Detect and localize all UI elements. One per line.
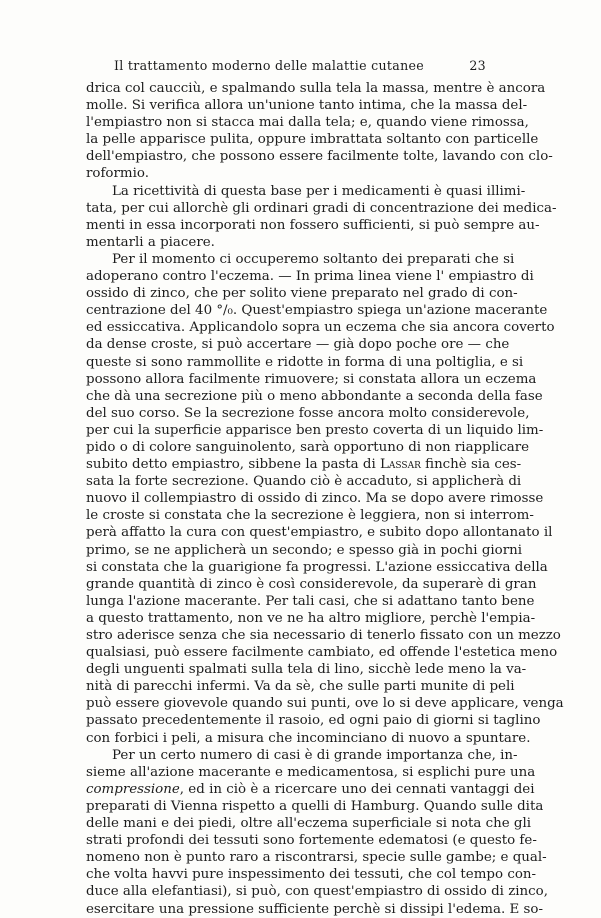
text-line: nomeno non è punto raro a riscontrarsi, specie sulle gambe; e qual- <box>86 850 547 866</box>
text-line: dell'empiastro, che possono essere facilmente tolte, lavando con clo- <box>86 149 553 165</box>
text-line: roformio. <box>86 166 149 182</box>
running-title: Il trattamento moderno delle malattie cutanee <box>114 58 424 73</box>
text-line: queste si sono rammollite e ridotte in forma di una poltiglia, e si <box>86 354 524 370</box>
text-line: sieme all'azione macerante e medicamentosa, si esplichi pure una <box>86 764 536 780</box>
text-line: drica col caucciù, e spalmando sulla tela la massa, mentre è ancora <box>86 81 546 96</box>
text-line: lunga l'azione macerante. Per tali casi, che si adattano tanto bene <box>86 593 535 609</box>
text-line: sata la forte secrezione. Quando ciò è accaduto, si applicherà di <box>86 474 522 490</box>
text-line: degli unguenti spalmati sulla tela di lino, sicchè lede meno la va- <box>86 662 527 678</box>
small-caps-name: Lassar <box>380 457 421 473</box>
text-line: esercitare una pressione sufficiente perchè si dissipi l'edema. E so- <box>86 901 543 917</box>
text-line: può essere giovevole quando sui punti, ove lo si deve applicare, venga <box>86 696 564 712</box>
text-line: adoperano contro l'eczema. — In prima linea viene l' empiastro di <box>86 269 534 285</box>
text-line: Per un certo numero di casi è di grande importanza che, in- <box>112 747 518 763</box>
text-line: pido o di colore sanguinolento, sarà opportuno di non riapplicare <box>86 439 530 455</box>
running-head <box>86 58 486 76</box>
text-line: le croste si constata che la secrezione è leggiera, non si interrom- <box>86 508 534 524</box>
text-line: nuovo il collempiastro di ossido di zinco. Ma se dopo avere rimosse <box>86 491 544 507</box>
text-line: ed essiccativa. Applicandolo sopra un eczema che sia ancora coverto <box>86 320 555 336</box>
text-line: qualsiasi, può essere facilmente cambiato, ed offende l'estetica meno <box>86 645 558 661</box>
text-line: duce alla elefantiasi), si può, con quest'empiastro di ossido di zinco, <box>86 884 548 900</box>
text-line: primo, se ne applicherà un secondo; e spesso già in pochi giorni <box>86 542 523 558</box>
text-line: delle mani e dei piedi, oltre all'eczema superficiale si nota che gli <box>86 816 532 832</box>
text-line: che dà una secrezione più o meno abbondante a seconda della fase <box>86 388 543 404</box>
text-line: nità di parecchi infermi. Va da sè, che sulle parti munite di peli <box>86 679 515 695</box>
text-line: l'empiastro non si stacca mai dalla tela; e, quando viene rimossa, <box>86 115 529 131</box>
text-line: del suo corso. Se la secrezione fosse ancora molto considerevole, <box>86 405 530 421</box>
text-line: centrazione del 40 °/₀. Quest'empiastro spiega un'azione macerante <box>86 303 548 319</box>
text-line: Per il momento ci occuperemo soltanto dei preparati che si <box>112 251 515 267</box>
text-line: che volta havvi pure inspessimento dei tessuti, che col tempo con- <box>86 867 537 883</box>
text-line: da dense croste, si può accertare — già dopo poche ore — che <box>86 337 510 353</box>
text-line: stro aderisce senza che sia necessario di tenerlo fissato con un mezzo <box>86 628 561 643</box>
text-line: con forbici i peli, a misura che incominciano di nuovo a spuntare. <box>86 730 531 746</box>
body-text <box>86 80 564 918</box>
text-line: subito detto empiastro, sibbene la pasta di Lassar finchè sia ces- <box>86 457 522 473</box>
text-line: perà affatto la cura con quest'empiastro, e subito dopo allontanato il <box>86 525 553 541</box>
text-line: a questo trattamento, non ve ne ha altro migliore, perchè l'empia- <box>86 610 536 626</box>
text-line: menti in essa incorporati non fossero sufficienti, si può sempre au- <box>86 217 540 233</box>
text-line: La ricettività di questa base per i medicamenti è quasi illimi- <box>112 183 526 199</box>
text-line: compressione, ed in ciò è a ricercare uno dei cennati vantaggi dei <box>86 781 535 797</box>
text-line: passato precedentemente il rasoio, ed ogni paio di giorni si taglino <box>86 713 541 729</box>
text-line: strati profondi dei tessuti sono fortemente edematosi (e questo fe- <box>86 833 537 849</box>
text-line: preparati di Vienna rispetto a quelli di Hamburg. Quando sulle dita <box>86 798 544 814</box>
text-line: mentarli a piacere. <box>86 234 215 250</box>
page-number: 23 <box>469 58 486 73</box>
text-line: per cui la superficie apparisce ben presto coverta di un liquido lim- <box>86 422 544 438</box>
text-line: grande quantità di zinco è così considerevole, da superarè di gran <box>86 576 537 592</box>
text-line: ossido di zinco, che per solito viene preparato nel grado di con- <box>86 286 518 302</box>
text-line: tata, per cui allorchè gli ordinari gradi di concentrazione dei medica- <box>86 200 557 216</box>
text-line: si constata che la guarigione fa progressi. L'azione essiccativa della <box>86 559 548 575</box>
italic-term: compressione <box>86 781 180 797</box>
text-line: la pelle apparisce pulita, oppure imbrattata soltanto con particelle <box>86 132 539 148</box>
text-line: possono allora facilmente rimuovere; si constata allora un eczema <box>86 371 537 387</box>
text-line: molle. Si verifica allora un'unione tanto intima, che la massa del- <box>86 98 528 114</box>
